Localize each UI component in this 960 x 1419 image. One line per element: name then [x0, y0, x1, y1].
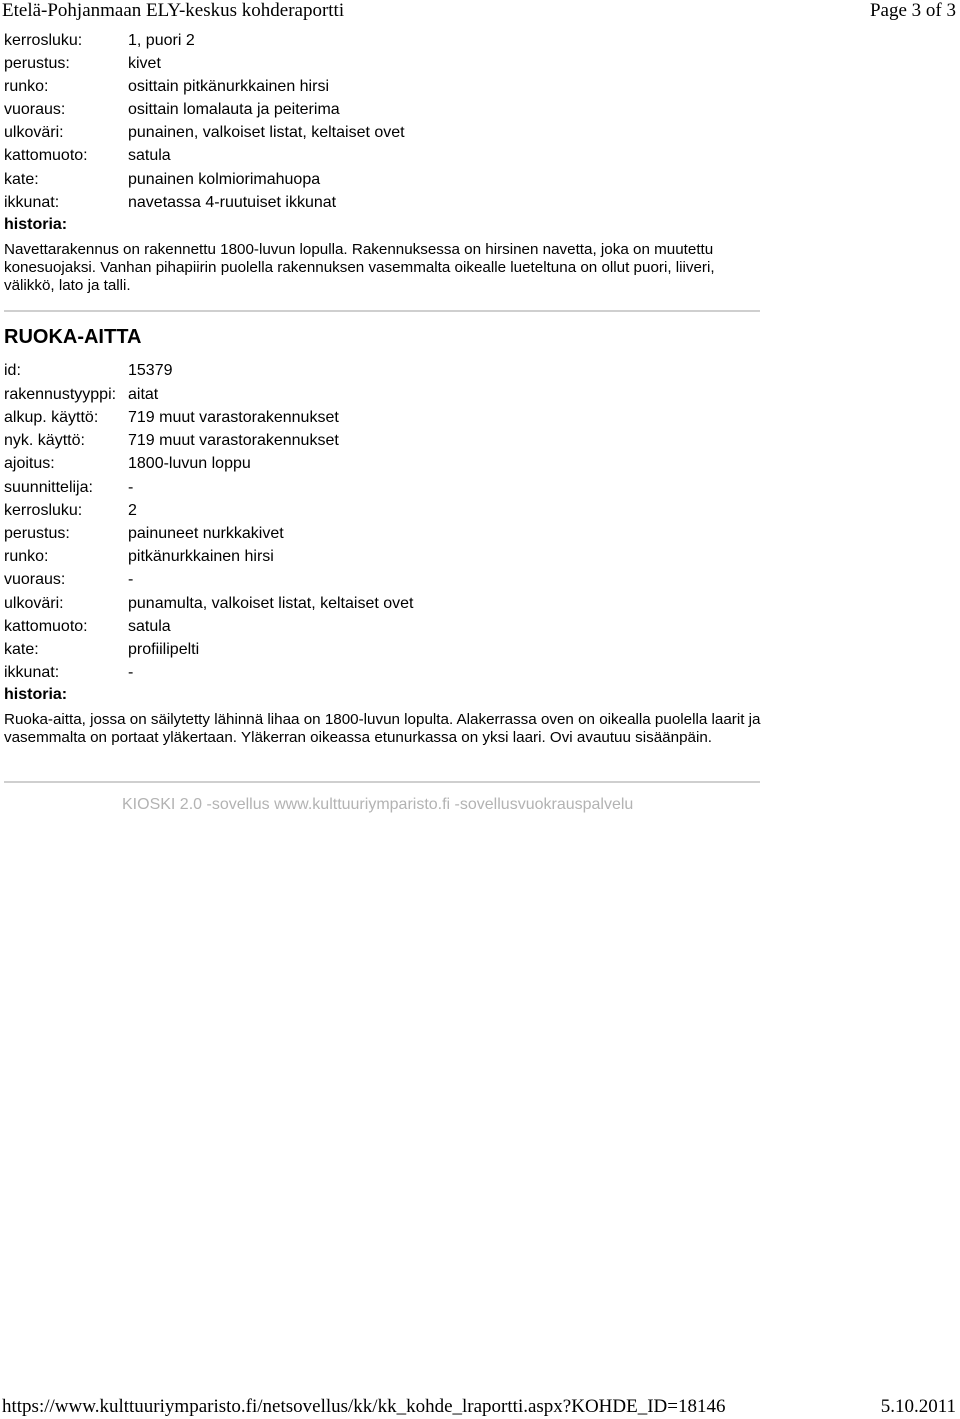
field-value: satula — [128, 618, 171, 635]
report-title: Etelä-Pohjanmaan ELY-keskus kohderaportti — [2, 0, 345, 21]
field-value: navetassa 4-ruutuiset ikkunat — [128, 194, 337, 211]
field-label: ajoitus: — [4, 455, 55, 472]
building-title: RUOKA-AITTA — [4, 326, 142, 348]
field-value: painuneet nurkkakivet — [128, 525, 284, 542]
field-label: vuoraus: — [4, 571, 66, 588]
field-label: perustus: — [4, 525, 70, 542]
field-label: kate: — [4, 171, 39, 188]
history-label: historia: — [4, 216, 68, 233]
field-value: satula — [128, 147, 171, 164]
field-label: kerrosluku: — [4, 502, 83, 519]
field-value: 1800-luvun loppu — [128, 455, 251, 472]
field-value: punainen kolmiorimahuopa — [128, 171, 321, 188]
field-label: ikkunat: — [4, 664, 60, 681]
page-number: Page 3 of 3 — [869, 0, 956, 21]
field-value: osittain lomalauta ja peiterima — [128, 101, 340, 118]
field-value: 1, puori 2 — [128, 32, 195, 49]
field-value: osittain pitkänurkkainen hirsi — [128, 78, 329, 95]
field-value: kivet — [128, 55, 161, 72]
field-value: punainen, valkoiset listat, keltaiset ovet — [128, 124, 405, 141]
section-divider — [4, 781, 760, 783]
field-label: kattomuoto: — [4, 618, 88, 635]
field-value: aitat — [128, 386, 159, 403]
footer-url: https://www.kulttuuriymparisto.fi/netsovellus/kk/kk_kohde_lraportti.aspx?KOHDE_ID=18146 — [2, 1396, 726, 1417]
field-value: 719 muut varastorakennukset — [128, 409, 339, 426]
field-value: profiilipelti — [128, 641, 200, 658]
field-label: ikkunat: — [4, 194, 60, 211]
field-value: - — [128, 664, 134, 681]
history-label: historia: — [4, 686, 68, 703]
field-label: kerrosluku: — [4, 32, 83, 49]
field-label: nyk. käyttö: — [4, 432, 85, 449]
field-value: pitkänurkkainen hirsi — [128, 548, 274, 565]
field-label: ulkoväri: — [4, 124, 64, 141]
field-value: - — [128, 479, 134, 496]
section-divider — [4, 310, 760, 312]
field-value: 2 — [128, 502, 137, 519]
field-label: runko: — [4, 548, 49, 565]
field-label: rakennustyyppi: — [4, 386, 117, 403]
field-label: ulkoväri: — [4, 595, 64, 612]
field-value: punamulta, valkoiset listat, keltaiset ovet — [128, 595, 414, 612]
field-label: id: — [4, 362, 21, 379]
field-label: vuoraus: — [4, 101, 66, 118]
field-label: perustus: — [4, 55, 70, 72]
field-label: runko: — [4, 78, 49, 95]
footer-date: 5.10.2011 — [880, 1396, 956, 1417]
field-value: - — [128, 571, 134, 588]
field-value: 719 muut varastorakennukset — [128, 432, 339, 449]
field-label: kattomuoto: — [4, 147, 88, 164]
kioski-credit: KIOSKI 2.0 -sovellus www.kulttuuriymparisto.fi -sovellusvuokrauspalvelu — [122, 796, 634, 813]
history-text: Ruoka-aitta, jossa on säilytetty lähinnä lihaa on 1800-luvun lopulta. Alakerrassa oven on oikealla puolella laarit ja vasemmalta on portaat yläkertaan. Yläkerran oikeassa etunurkassa on yksi laari. Ovi avautuu sisäänpäin. — [4, 711, 761, 746]
history-text: Navettarakennus on rakennettu 1800-luvun lopulla. Rakennuksessa on hirsinen navetta, joka on muutettu konesuojaksi. Vanhan pihapiirin puolella rakennuksen vasemmalta oikealle lueteltuna on ollut puori, liiveri, välikkö, lato ja talli. — [4, 241, 715, 294]
field-label: kate: — [4, 641, 39, 658]
field-value: 15379 — [128, 362, 173, 379]
field-label: suunnittelija: — [4, 479, 93, 496]
field-label: alkup. käyttö: — [4, 409, 99, 426]
